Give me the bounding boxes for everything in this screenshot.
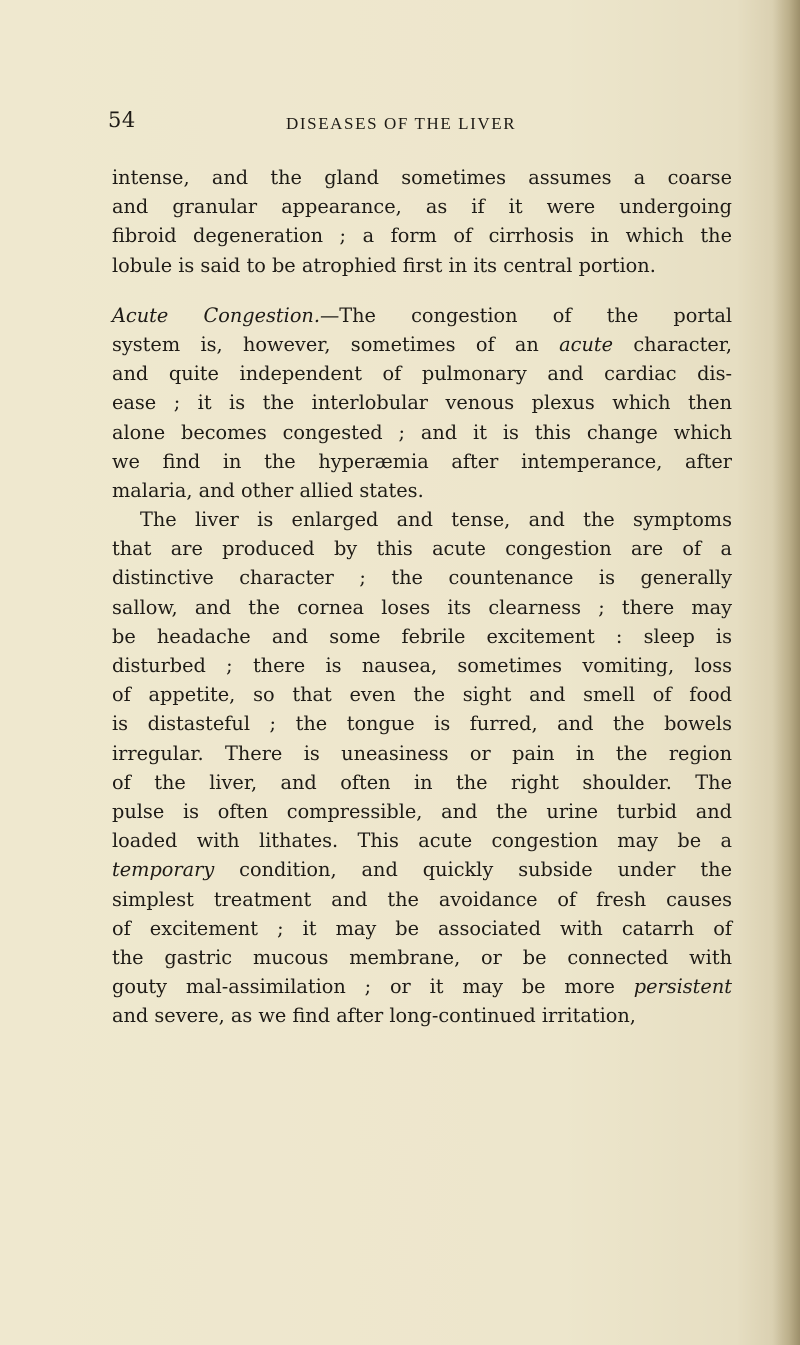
text-run: system is, however, sometimes of an [112, 332, 560, 356]
text-run: simplest treatment and the avoidance of fresh causes [112, 887, 732, 911]
text-run: disturbed ; there is nausea, sometimes vomiting, loss [112, 654, 732, 677]
paragraph [112, 505, 732, 1030]
body-text [112, 163, 732, 1030]
text-run: gouty mal-assimilation ; or it may be more [112, 975, 634, 999]
text-line [112, 622, 732, 651]
text-run: distinctive character ; the countenance is generally [112, 566, 732, 590]
text-line [112, 768, 732, 797]
text-run: The liver is enlarged and tense, and the symptoms [140, 508, 732, 532]
text-run: intense, and the gland sometimes assumes a coarse [112, 166, 732, 189]
text-line [112, 563, 732, 592]
italic-text: acute [559, 332, 614, 356]
text-line [112, 680, 732, 709]
text-line [112, 972, 732, 1001]
text-run: malaria, and other allied states. [112, 478, 424, 502]
text-line [112, 418, 732, 447]
text-run: irregular. There is uneasiness or pain in the region [112, 741, 732, 765]
text-line [112, 447, 732, 476]
text-run: we find in the hyperæmia after intemperance, after [112, 449, 732, 473]
text-run: and granular appearance, as if it were undergoing [112, 195, 732, 219]
text-line [112, 163, 732, 192]
text-run: loaded with lithates. This acute congestion may be a [112, 829, 732, 853]
paragraph [112, 163, 732, 280]
text-run: lobule is said to be atrophied first in its central portion. [112, 253, 656, 277]
page-edge-shadow [772, 0, 800, 1345]
text-line [112, 301, 732, 330]
text-run: that are produced by this acute congestion are of a [112, 537, 732, 561]
paragraph-gap [112, 280, 732, 301]
text-line [112, 505, 732, 534]
page-number: 54 [108, 108, 136, 132]
text-line [112, 534, 732, 563]
text-run: of appetite, so that even the sight and smell of food [112, 683, 732, 707]
italic-text: Acute Congestion. [112, 303, 320, 327]
text-run: is distasteful ; the tongue is furred, and the bowels [112, 712, 732, 736]
text-line [112, 251, 732, 280]
text-run: be headache and some febrile excitement : sleep is [112, 624, 732, 648]
text-line [112, 943, 732, 972]
text-line [112, 739, 732, 768]
text-run: character, [613, 332, 732, 356]
text-line [112, 330, 732, 359]
text-run: ease ; it is the interlobular venous plexus which then [112, 391, 732, 415]
text-line [112, 885, 732, 914]
text-line [112, 221, 732, 250]
page-header [108, 108, 718, 148]
text-line [112, 709, 732, 738]
text-line [112, 192, 732, 221]
text-line [112, 914, 732, 943]
text-run: the gastric mucous membrane, or be connected with [112, 945, 732, 969]
text-run: sallow, and the cornea loses its clearness ; there may [112, 595, 732, 619]
text-line [112, 1001, 732, 1030]
text-run: of the liver, and often in the right shoulder. The [112, 770, 732, 794]
text-line [112, 797, 732, 826]
text-line [112, 476, 732, 505]
text-run: of excitement ; it may be associated with catarrh of [112, 916, 732, 940]
running-head: DISEASES OF THE LIVER [286, 114, 517, 133]
text-line [112, 826, 732, 855]
text-run: and severe, as we find after long-continued irritation, [112, 1004, 636, 1028]
italic-text: persistent [633, 975, 732, 999]
paragraph [112, 301, 732, 505]
text-run: alone becomes congested ; and it is this change which [112, 420, 732, 444]
text-run: condition, and quickly subside under the [214, 858, 732, 882]
text-run: fibroid degeneration ; a form of cirrhosis in which the [112, 224, 732, 248]
text-line [112, 359, 732, 388]
text-line [112, 855, 732, 884]
text-line [112, 651, 732, 680]
italic-text: temporary [112, 858, 215, 882]
text-run: —The congestion of the portal [319, 303, 732, 327]
text-run: pulse is often compressible, and the urine turbid and [112, 799, 732, 823]
text-line [112, 593, 732, 622]
text-line [112, 388, 732, 417]
text-run: and quite independent of pulmonary and cardiac dis- [112, 362, 732, 386]
